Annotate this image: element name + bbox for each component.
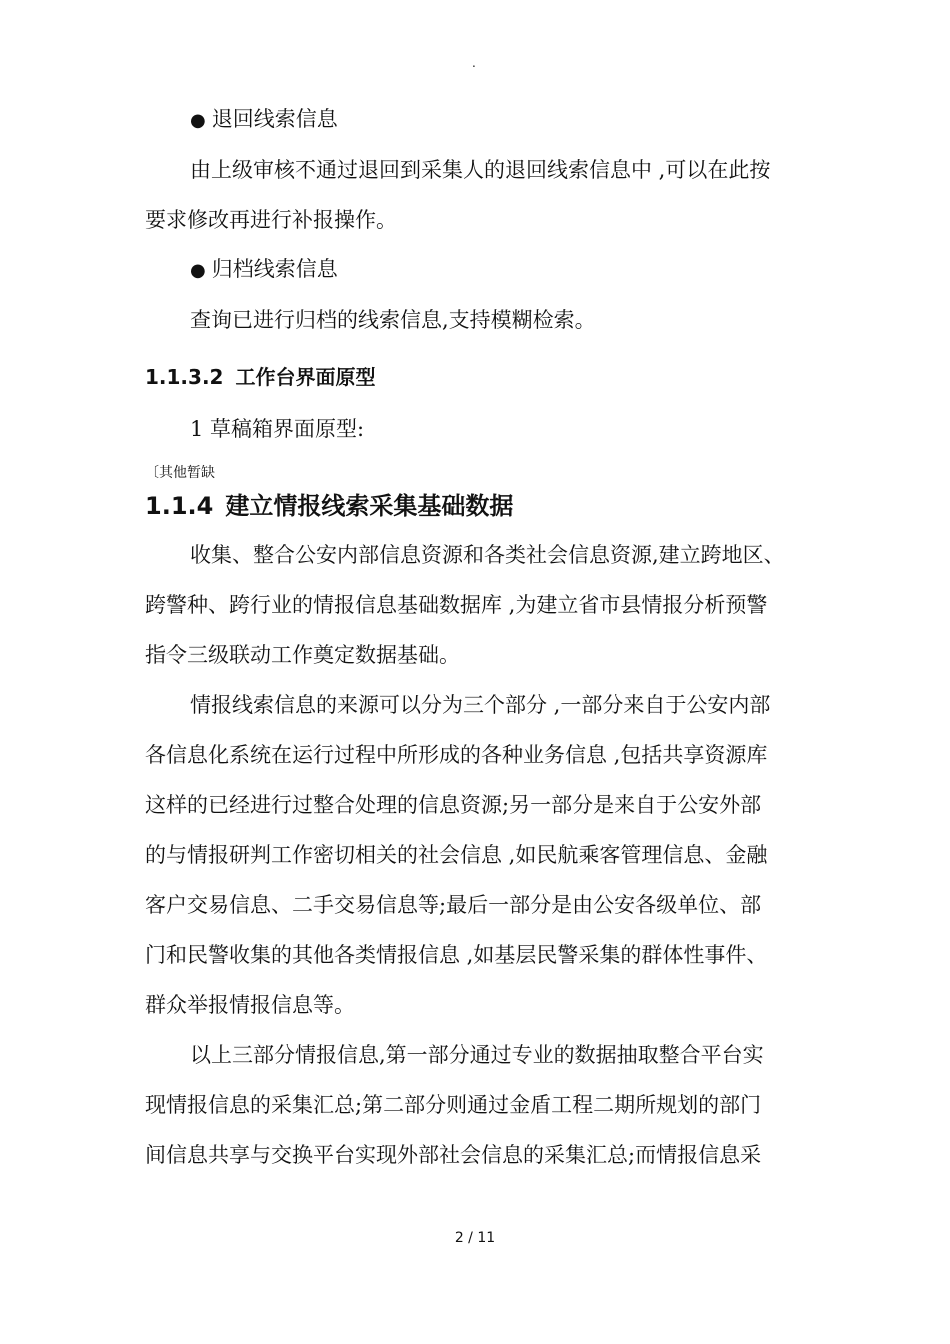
section-heading-114 bbox=[145, 486, 513, 521]
bullet-text: 归档线索信息 bbox=[211, 257, 338, 281]
paragraph-returned-desc bbox=[145, 145, 817, 245]
text-line: 的与情报研判工作密切相关的社会信息 ,如民航乘客管理信息、金融 bbox=[145, 843, 768, 867]
text-line: 门和民警收集的其他各类情报信息 ,如基层民警采集的群体性事件、 bbox=[145, 943, 768, 967]
text-line: 以上三部分情报信息,第一部分通过专业的数据抽取整合平台实 bbox=[190, 1043, 764, 1067]
section-title: 工作台界面原型 bbox=[235, 365, 376, 389]
text-line: 1 草稿箱界面原型: bbox=[190, 417, 365, 441]
text-line: 要求修改再进行补报操作。 bbox=[145, 208, 397, 232]
bullet-icon: ● bbox=[190, 110, 206, 131]
section-number: 1.1.3.2 bbox=[145, 365, 224, 389]
text-line: 间信息共享与交换平台实现外部社会信息的采集汇总;而情报信息采 bbox=[145, 1143, 762, 1167]
bullet-archived-clues bbox=[190, 257, 338, 283]
text-line: 客户交易信息、二手交易信息等;最后一部分是由公安各级单位、部 bbox=[145, 893, 762, 917]
paragraph-archived-desc bbox=[145, 295, 817, 345]
paragraph-draft-prototype bbox=[145, 404, 817, 454]
section-title: 建立情报线索采集基础数据 bbox=[225, 492, 514, 520]
text-line: 各信息化系统在运行过程中所形成的各种业务信息 ,包括共享资源库 bbox=[145, 743, 768, 767]
bullet-icon: ● bbox=[190, 260, 206, 281]
page-number: 2 / 11 bbox=[454, 1230, 496, 1246]
paragraph-three-parts bbox=[145, 1030, 817, 1180]
text-line: 跨警种、跨行业的情报信息基础数据库 ,为建立省市县情报分析预警 bbox=[145, 593, 768, 617]
note-text: 〔其他暂缺 bbox=[145, 465, 215, 481]
paragraph-sources bbox=[145, 680, 817, 1030]
header-mark: . bbox=[472, 56, 476, 70]
bullet-returned-clues bbox=[190, 107, 338, 133]
text-line: 群众举报情报信息等。 bbox=[145, 993, 355, 1017]
section-heading-1132 bbox=[145, 361, 375, 390]
paragraph-collect-integrate bbox=[145, 530, 817, 680]
text-line: 情报线索信息的来源可以分为三个部分 ,一部分来自于公安内部 bbox=[190, 693, 771, 717]
text-line: 现情报信息的采集汇总;第二部分则通过金盾工程二期所规划的部门 bbox=[145, 1093, 762, 1117]
text-line: 这样的已经进行过整合处理的信息资源;另一部分是来自于公安外部 bbox=[145, 793, 762, 817]
bullet-text: 退回线索信息 bbox=[211, 107, 338, 131]
text-line: 指令三级联动工作奠定数据基础。 bbox=[145, 643, 460, 667]
section-number: 1.1.4 bbox=[145, 492, 214, 520]
text-line: 由上级审核不通过退回到采集人的退回线索信息中 ,可以在此按 bbox=[190, 158, 771, 182]
text-line: 查询已进行归档的线索信息,支持模糊检索。 bbox=[190, 308, 596, 332]
text-line: 收集、整合公安内部信息资源和各类社会信息资源,建立跨地区、 bbox=[190, 543, 785, 567]
